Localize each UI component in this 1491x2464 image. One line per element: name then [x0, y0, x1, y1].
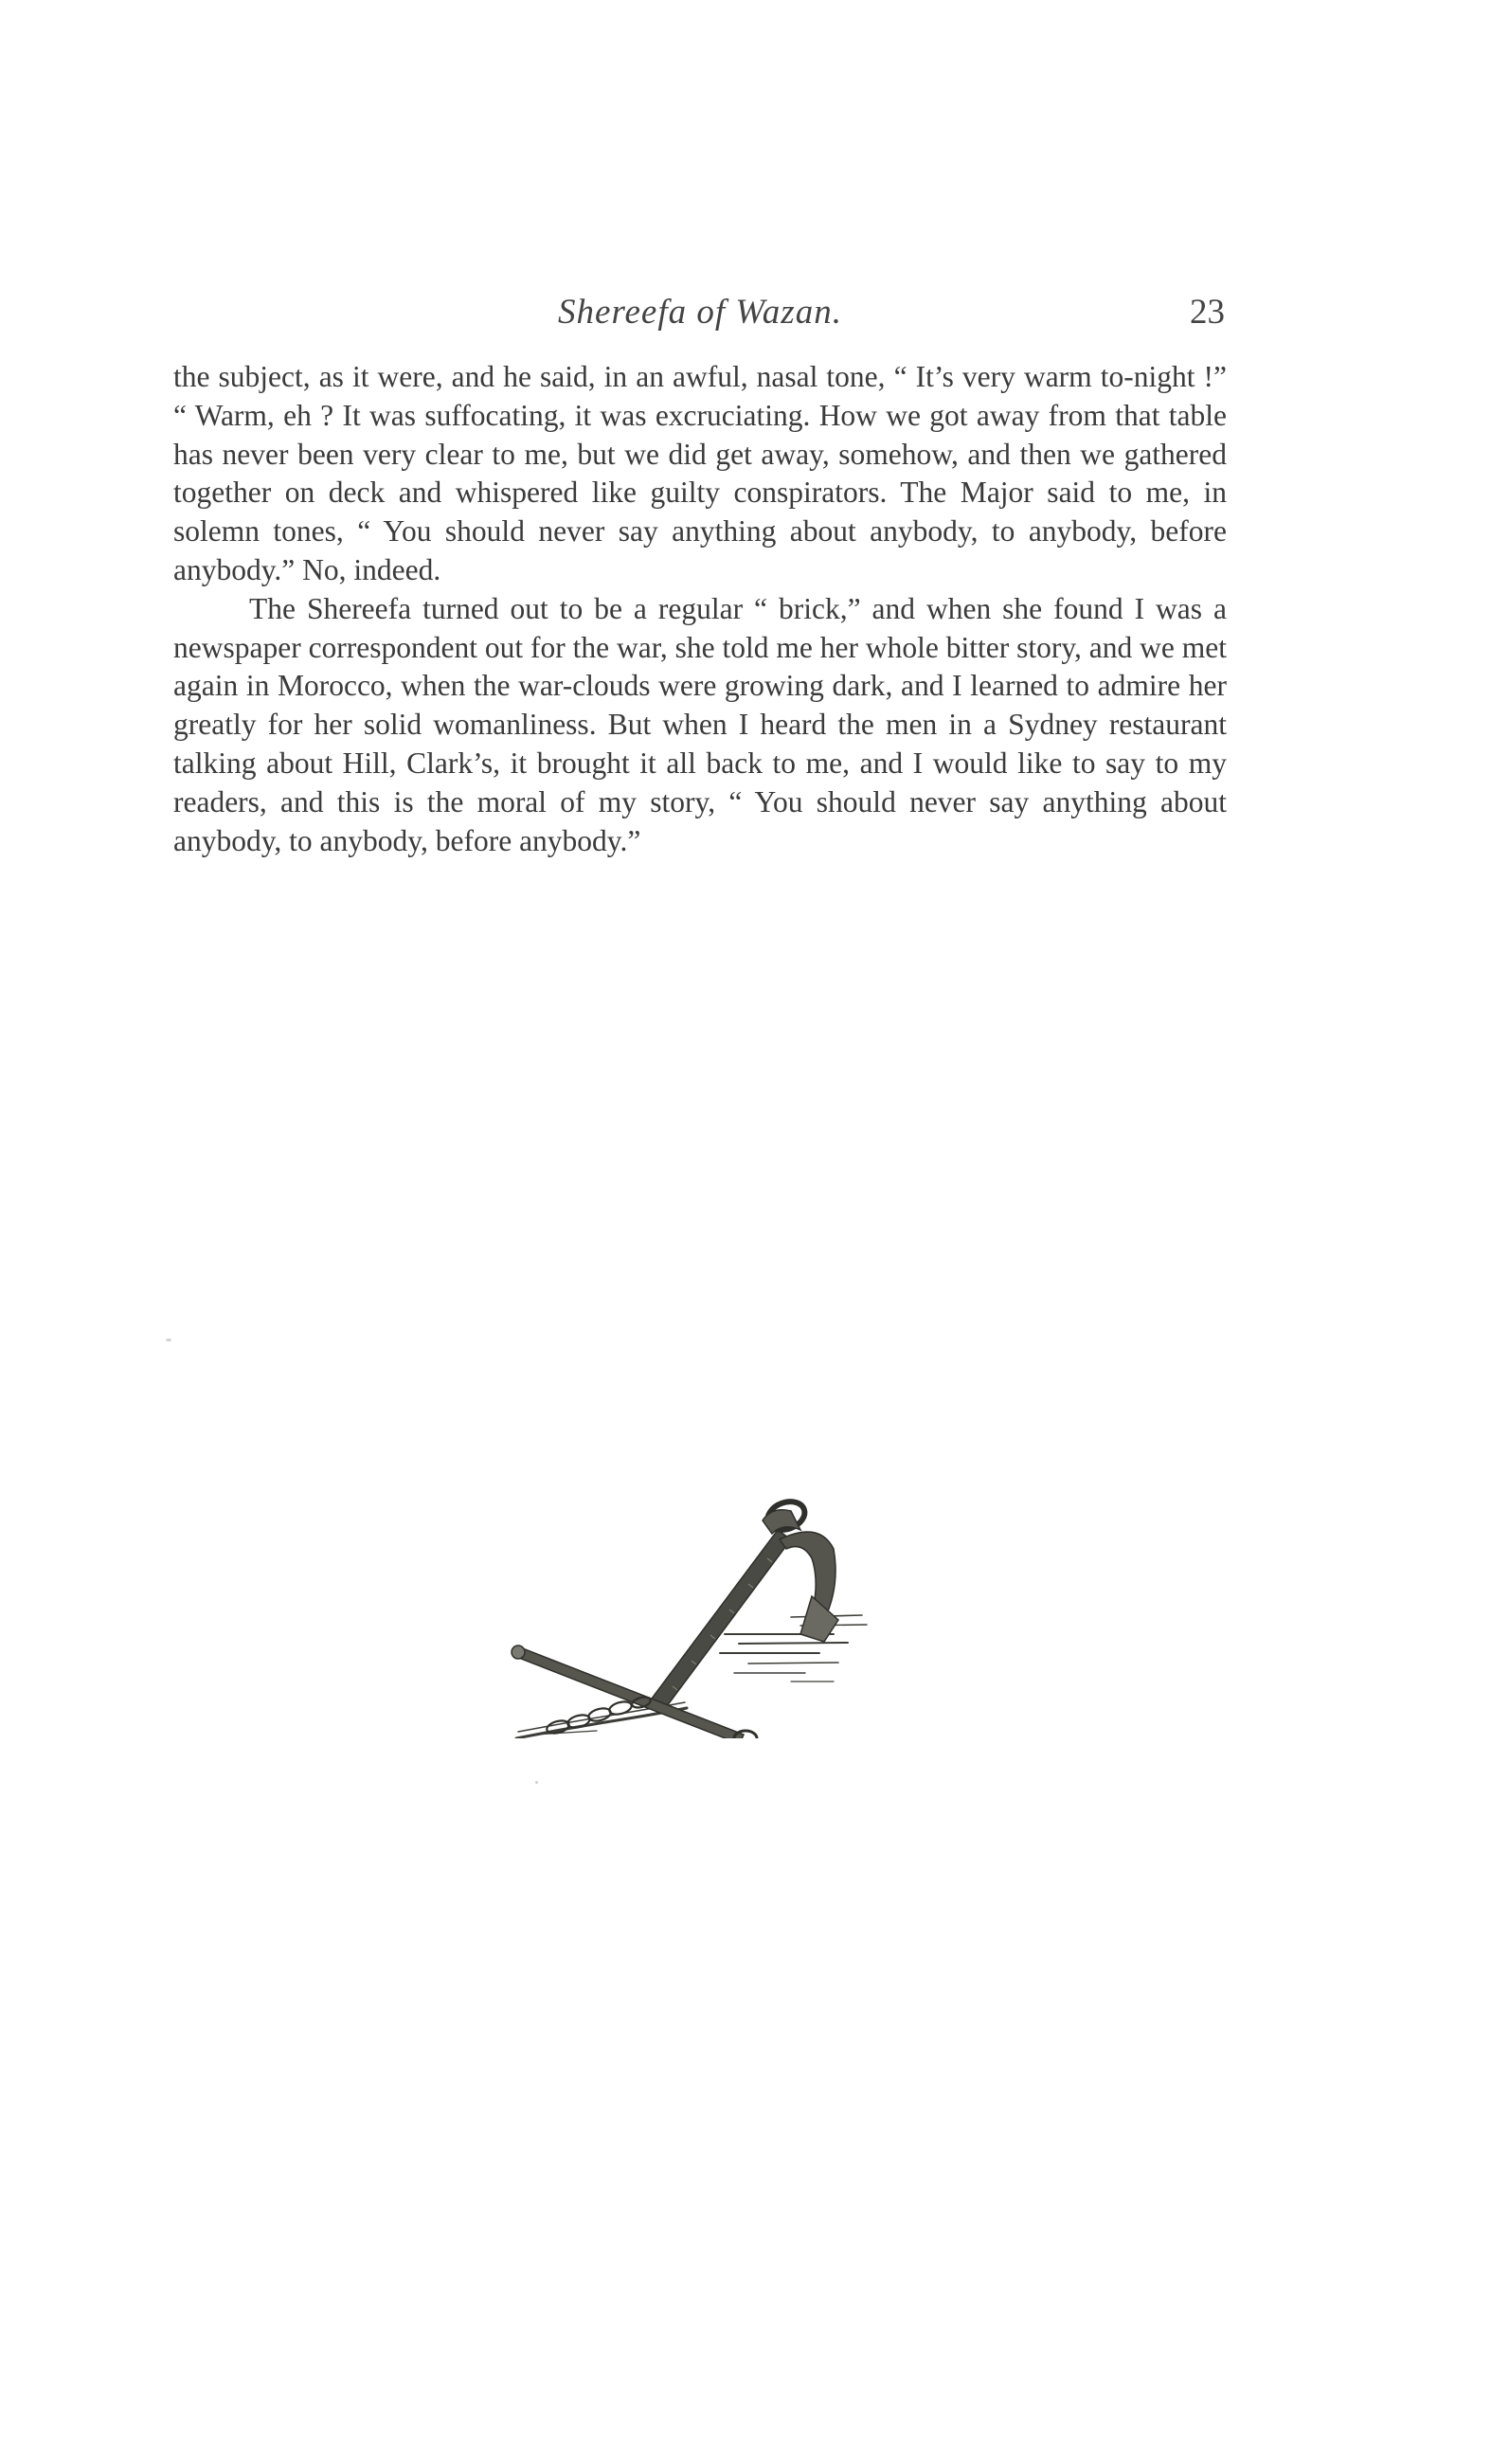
page-header: [173, 292, 1227, 339]
body-text: [173, 358, 1227, 860]
paper-speck: [166, 1339, 171, 1341]
paper-speck: [535, 1781, 538, 1784]
page-number: 23: [1190, 293, 1225, 332]
anchor-vignette-icon: [507, 1454, 886, 1738]
paragraph-continued: the subject, as it were, and he said, in an awful, nasal tone, “ It’s very warm to-night !” “ Warm, eh ? It was suffocating, it was excruciating. How we got away from that table has never been very clear to me, but we did get away, somehow, and then we gathered together on deck and whispered like guilty conspirators. The Major said to me, in solemn tones, “ You should never say anything about anybody, to anybody, before anybody.” No, indeed.: [173, 360, 1227, 586]
paragraph-moral: The Shereefa turned out to be a regular “ brick,” and when she found I was a newspaper correspondent out for the war, she told me her whole bitter story, and we met again in Morocco, when the war-clouds were growing dark, and I learned to admire her greatly for her solid womanliness. But when I heard the men in a Sydney restaurant talking about Hill, Clark’s, it brought it all back to me, and I would like to say to my readers, and this is the moral of my story, “ You should never say anything about anybody, to anybody, before anybody.”: [173, 591, 1227, 857]
anchor-illustration: [507, 1454, 886, 1738]
running-title: Shereefa of Wazan.: [558, 293, 842, 332]
